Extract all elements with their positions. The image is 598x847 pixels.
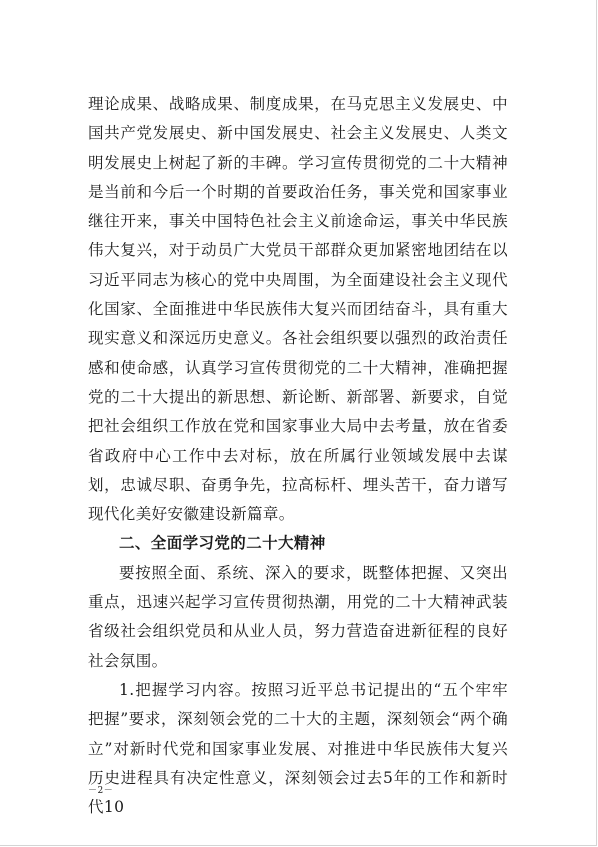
document-body [88, 90, 508, 822]
page-number: －2－ [88, 786, 114, 796]
paragraph-section-intro: 要按照全面、系统、深入的要求，既整体把握、又突出重点，迅速兴起学习宣传贯彻热潮，用党的二十大精神武装省级社会组织党员和从业人员，努力营造奋进新征程的良好社会氛围。 [88, 563, 508, 670]
section-heading: 二、全面学习党的二十大精神 [119, 534, 326, 553]
paragraph-learning-content: 1.把握学习内容。按照习近平总书记提出的“五个牢牢把握”要求，深刻领会党的二十大的主题，深刻领会“两个确立”对新时代党和国家事业发展、对推进中华民族伟大复兴历史进程具有决定性意义，深刻领会过去5年的工作和新时代10 [88, 680, 508, 817]
paragraph-continuation: 理论成果、战略成果、制度成果，在马克思主义发展史、中国共产党发展史、新中国发展史、社会主义发展史、人类文明发展史上树起了新的丰碑。学习宣传贯彻党的二十大精神是当前和今后一个时期的首要政治任务，事关党和国家事业继往开来，事关中国特色社会主义前途命运，事关中华民族伟大复兴，对于动员广大党员干部群众更加紧密地团结在以习近平同志为核心的党中央周围，为全面建设社会主义现代化国家、全面推进中华民族伟大复兴而团结奋斗，具有重大现实意义和深远历史意义。各社会组织要以强烈的政治责任感和使命感，认真学习宣传贯彻党的二十大精神，准确把握党的二十大提出的新思想、新论断、新部署、新要求，自觉把社会组织工作放在党和国家事业大局中去考量，放在省委省政府中心工作中去对标，放在所属行业领域发展中去谋划，忠诚尽职、奋勇争先，拉高标杆、埋头苦干，奋力谱写现代化美好安徽建设新篇章。 [88, 95, 508, 524]
